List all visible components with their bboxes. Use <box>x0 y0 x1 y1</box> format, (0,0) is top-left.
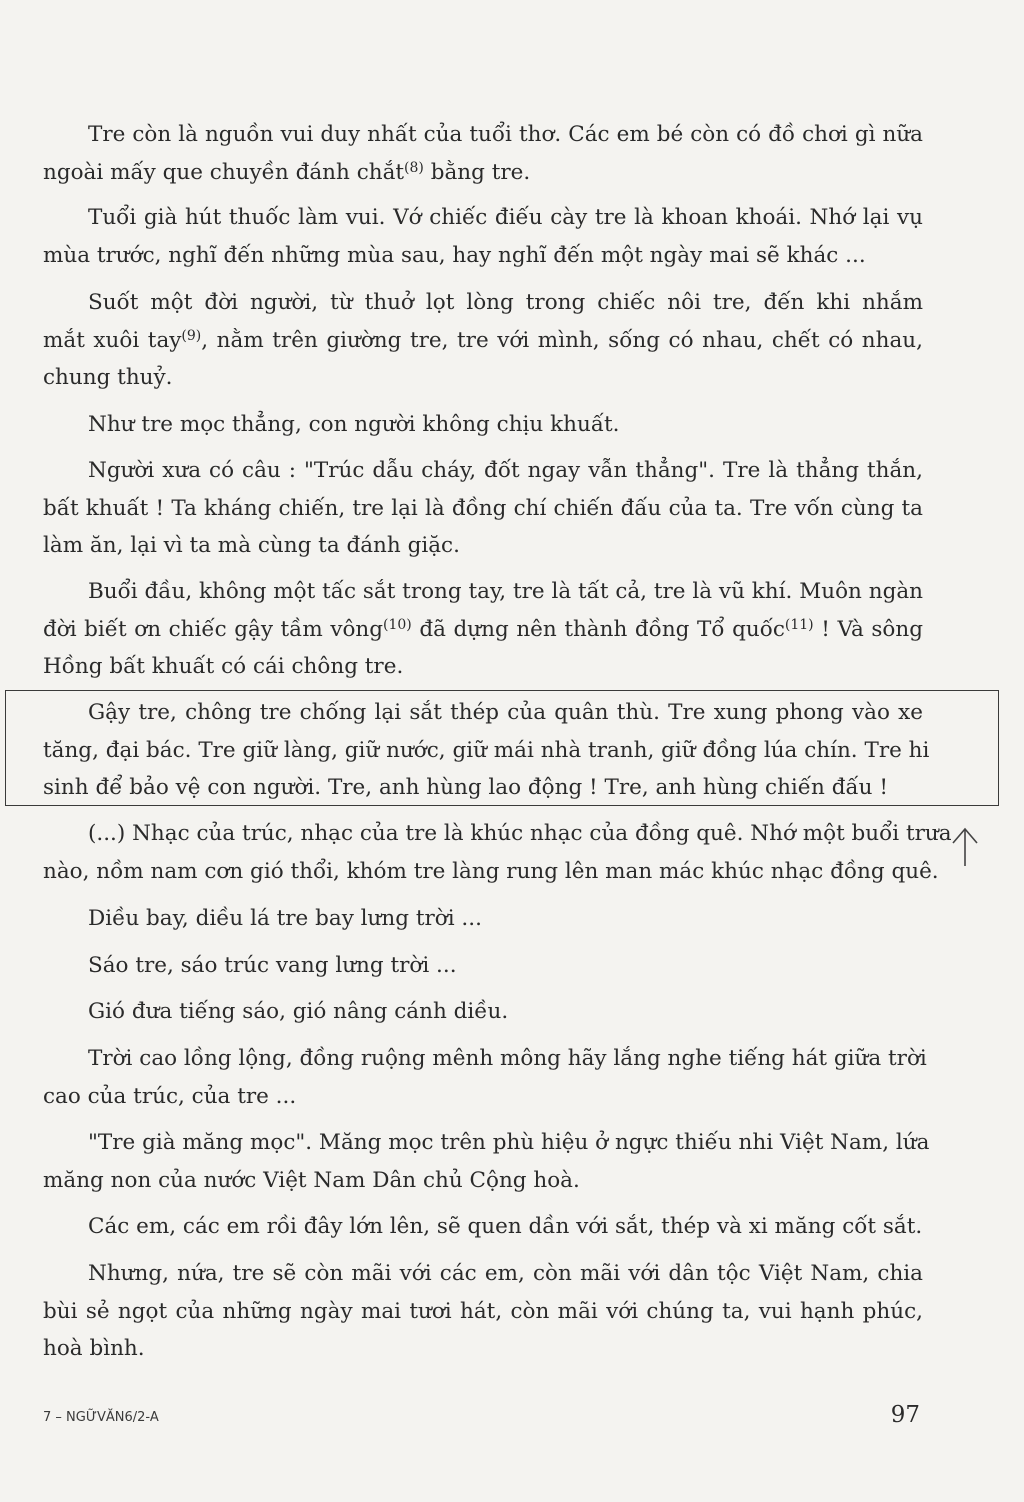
paragraph-15 <box>43 1255 923 1368</box>
paragraph-8 <box>43 815 952 890</box>
paragraph-line: sinh để bảo vệ con người. Tre, anh hùng lao động ! Tre, anh hùng chiến đấu ! <box>43 775 888 800</box>
paragraph-line: Hồng bất khuất có cái chông tre. <box>43 654 404 679</box>
line-text: , nằm trên giường tre, tre với mình, sống có nhau, chết có nhau, <box>201 327 923 353</box>
page-number: 97 <box>890 1402 920 1428</box>
paragraph-3 <box>43 284 923 397</box>
paragraph-line: tăng, đại bác. Tre giữ làng, giữ nước, giữ mái nhà tranh, giữ đồng lúa chín. Tre hi <box>43 737 930 763</box>
up-arrow-icon <box>950 826 980 868</box>
paragraph-line: hoà bình. <box>43 1336 145 1361</box>
paragraph-line: măng non của nước Việt Nam Dân chủ Cộng hoà. <box>43 1167 580 1193</box>
line-text: mắt xuôi tay <box>43 327 182 353</box>
paragraph-line: (...) Nhạc của trúc, nhạc của tre là khúc nhạc của đồng quê. Nhớ một buổi trưa <box>88 821 952 846</box>
paragraph-4 <box>43 406 923 444</box>
paragraph-line: Trời cao lồng lộng, đồng ruộng mênh mông hãy lắng nghe tiếng hát giữa trời <box>88 1046 927 1071</box>
paragraph-10 <box>43 947 923 985</box>
line-text: đã dựng nên thành đồng Tổ quốc <box>411 616 785 642</box>
line-text: đời biết ơn chiếc gậy tầm vông <box>43 616 384 642</box>
paragraph-11 <box>43 993 923 1031</box>
paragraph-line: "Tre già măng mọc". Măng mọc trên phù hiệu ở ngực thiếu nhi Việt Nam, lứa <box>88 1130 930 1155</box>
paragraph-line: Suốt một đời người, từ thuở lọt lòng trong chiếc nôi tre, đến khi nhắm <box>88 290 923 315</box>
line-text: ! Và sông <box>813 616 923 642</box>
footnote-ref: (8) <box>404 159 424 176</box>
paragraph-14 <box>43 1208 923 1246</box>
paragraph-line: chung thuỷ. <box>43 365 173 390</box>
paragraph-line: nào, nồm nam cơn gió thổi, khóm tre làng rung lên man mác khúc nhạc đồng quê. <box>43 858 939 884</box>
paragraph-line: Gió đưa tiếng sáo, gió nâng cánh diều. <box>88 999 509 1024</box>
paragraph-9 <box>43 900 923 938</box>
paragraph-13 <box>43 1124 930 1199</box>
paragraph-line <box>43 611 923 649</box>
paragraph-1 <box>43 116 923 191</box>
paragraph-5 <box>43 452 923 565</box>
footnote-ref: (11) <box>784 616 814 633</box>
paragraph-line: Tre còn là nguồn vui duy nhất của tuổi thơ. Các em bé còn có đồ chơi gì nữa <box>88 122 923 147</box>
paragraph-6 <box>43 573 923 686</box>
line-text: ngoài mấy que chuyền đánh chắt <box>43 159 405 185</box>
paragraph-line: Diều bay, diều lá tre bay lưng trời ... <box>88 906 482 931</box>
paragraph-line: Sáo tre, sáo trúc vang lưng trời ... <box>88 953 457 978</box>
book-code: 7 – NGỮVĂN6/2-A <box>43 1410 159 1425</box>
paragraph-line: bùi sẻ ngọt của những ngày mai tươi hát, còn mãi với chúng ta, vui hạnh phúc, <box>43 1298 923 1324</box>
paragraph-line: Nhưng, nứa, tre sẽ còn mãi với các em, còn mãi với dân tộc Việt Nam, chia <box>88 1261 923 1286</box>
paragraph-2 <box>43 199 923 274</box>
paragraph-line: Các em, các em rồi đây lớn lên, sẽ quen dần với sắt, thép và xi măng cốt sắt. <box>88 1214 923 1239</box>
paragraph-line: làm ăn, lại vì ta mà cùng ta đánh giặc. <box>43 533 460 558</box>
paragraph-line: Người xưa có câu : "Trúc dẫu cháy, đốt ngay vẫn thẳng". Tre là thẳng thắn, <box>88 458 923 483</box>
line-text: bằng tre. <box>423 159 531 185</box>
paragraph-12 <box>43 1040 927 1115</box>
footnote-ref: (10) <box>383 616 412 633</box>
paragraph-line: mùa trước, nghĩ đến những mùa sau, hay nghĩ đến một ngày mai sẽ khác ... <box>43 242 866 268</box>
paragraph-line: Như tre mọc thẳng, con người không chịu khuất. <box>88 412 620 437</box>
paragraph-7-highlighted <box>43 694 930 807</box>
paragraph-line: Buổi đầu, không một tấc sắt trong tay, tre là tất cả, tre là vũ khí. Muôn ngàn <box>88 579 923 604</box>
paragraph-line: cao của trúc, của tre ... <box>43 1083 297 1109</box>
paragraph-line: bất khuất ! Ta kháng chiến, tre lại là đồng chí chiến đấu của ta. Tre vốn cùng ta <box>43 495 923 521</box>
paragraph-line <box>43 322 923 360</box>
paragraph-line <box>43 154 923 192</box>
paragraph-line: Tuổi già hút thuốc làm vui. Vớ chiếc điếu cày tre là khoan khoái. Nhớ lại vụ <box>88 205 923 230</box>
paragraph-line: Gậy tre, chông tre chống lại sắt thép của quân thù. Tre xung phong vào xe <box>88 700 923 725</box>
footnote-ref: (9) <box>181 327 202 344</box>
